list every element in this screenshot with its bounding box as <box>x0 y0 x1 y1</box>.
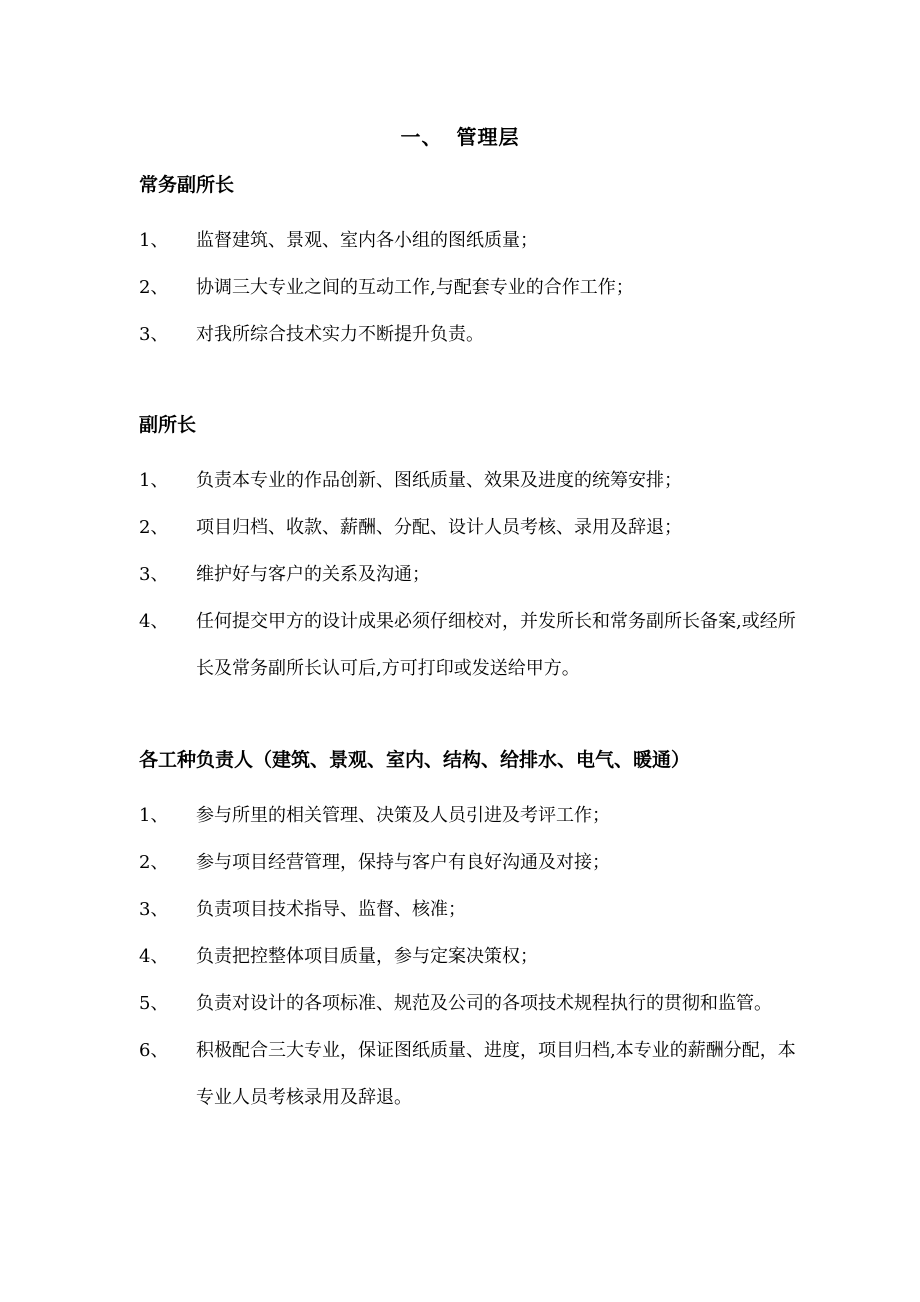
list-item <box>139 792 799 839</box>
section-heading: 副所长 <box>139 414 197 436</box>
list-item-text: 协调三大专业之间的互动工作,与配套专业的合作工作； <box>196 277 634 298</box>
list-item <box>139 933 799 980</box>
list-item <box>139 551 799 598</box>
list-item-number: 5、 <box>139 993 169 1014</box>
list-item-text: 负责本专业的作品创新、图纸质量、效果及进度的统筹安排； <box>196 470 682 491</box>
list-item-text: 任何提交甲方的设计成果必须仔细校对，并发所长和常务副所长备案,或经所长及常务副所长认可后,方可打印或发送给甲方。 <box>196 611 796 679</box>
list-item <box>139 504 799 551</box>
list-item-number: 3、 <box>139 899 169 920</box>
list-item-number: 1、 <box>139 470 169 491</box>
page-title <box>0 122 920 152</box>
list-item <box>139 1027 799 1121</box>
list-item-number: 2、 <box>139 517 169 538</box>
list-item-number: 2、 <box>139 277 169 298</box>
section-heading: 各工种负责人（建筑、景观、室内、结构、给排水、电气、暖通） <box>139 749 691 771</box>
list-item-number: 2、 <box>139 852 169 873</box>
list-item <box>139 839 799 886</box>
list-item-text: 积极配合三大专业，保证图纸质量、进度，项目归档,本专业的薪酬分配，本专业人员考核录用及辞退。 <box>196 1040 796 1108</box>
section-executive-deputy-director <box>139 170 799 358</box>
list-item-number: 1、 <box>139 805 169 826</box>
list-item-text: 项目归档、收款、薪酬、分配、设计人员考核、录用及辞退； <box>196 517 682 538</box>
list-item-number: 3、 <box>139 324 169 345</box>
page-title-number: 一、 <box>400 125 443 149</box>
list-item-number: 6、 <box>139 1040 169 1061</box>
list-item-text: 负责项目技术指导、监督、核准； <box>196 899 466 920</box>
list-item <box>139 457 799 504</box>
page-title-text: 管理层 <box>456 125 520 149</box>
list-item <box>139 264 799 311</box>
list-item <box>139 598 799 692</box>
list-item <box>139 217 799 264</box>
list-item-number: 3、 <box>139 564 169 585</box>
section-heading: 常务副所长 <box>139 174 235 196</box>
list-item <box>139 311 799 358</box>
list-item-text: 负责对设计的各项标准、规范及公司的各项技术规程执行的贯彻和监管。 <box>196 993 772 1014</box>
section-deputy-director <box>139 410 799 692</box>
list-item-text: 参与所里的相关管理、决策及人员引进及考评工作； <box>196 805 610 826</box>
list-item-text: 维护好与客户的关系及沟通； <box>196 564 430 585</box>
list-item <box>139 980 799 1027</box>
list-item-text: 负责把控整体项目质量，参与定案决策权； <box>196 946 538 967</box>
list-item-text: 参与项目经营管理，保持与客户有良好沟通及对接； <box>196 852 610 873</box>
list-item-number: 4、 <box>139 611 169 632</box>
list-item-number: 1、 <box>139 230 169 251</box>
section-discipline-leads <box>139 745 799 1121</box>
list-item-text: 监督建筑、景观、室内各小组的图纸质量； <box>196 230 538 251</box>
list-item-number: 4、 <box>139 946 169 967</box>
list-item-text: 对我所综合技术实力不断提升负责。 <box>196 324 484 345</box>
list-item <box>139 886 799 933</box>
